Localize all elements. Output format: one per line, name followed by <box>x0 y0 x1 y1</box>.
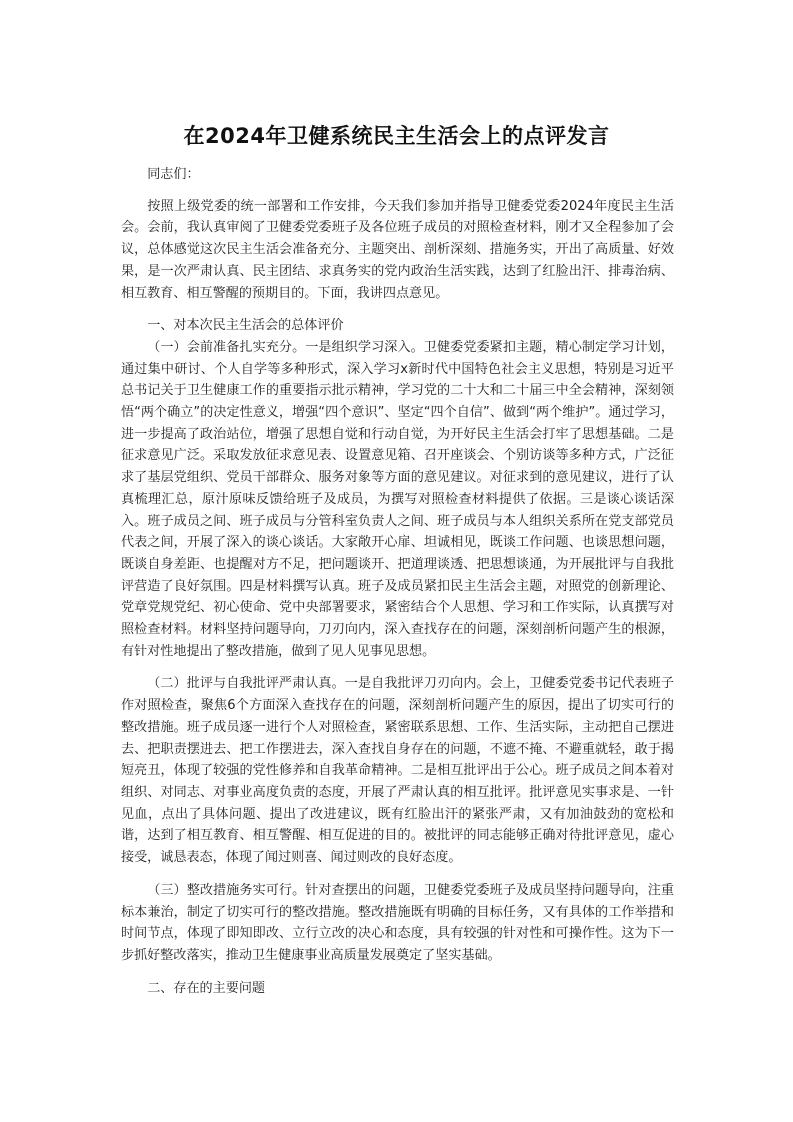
salutation: 同志们： <box>147 167 200 182</box>
document-body <box>121 164 674 999</box>
paragraph-rectification: （三）整改措施务实可行。针对查摆出的问题，卫健委党委班子及成员坚持问题导向，注重标本兼治，制定了切实可行的整改措施。整改措施既有明确的目标任务，又有具体的工作举措和时间节点，体现了即知即改、立行立改的决心和态度，具有较强的针对性和可操作性。这为下一步抓好整改落实，推动卫生健康事业高质量发展奠定了坚实基础。 <box>121 882 674 963</box>
section-heading-1: 一、对本次民主生活会的总体评价 <box>147 318 344 334</box>
document-title: 在2024年卫健系统民主生活会上的点评发言 <box>183 124 610 148</box>
paragraph-criticism: （二）批评与自我批评严肃认真。一是自我批评刀刃向内。会上，卫健委党委书记代表班子作对照检查，聚焦6个方面深入查找存在的问题，深刻剖析问题产生的原因，提出了切实可行的整改措施。班子成员逐一进行个人对照检查，紧密联系思想、工作、生活实际，主动把自己摆进去、把职责摆进去、把工作摆进去，深入查找自身存在的问题，不遮不掩、不避重就轻，敢于揭短亮丑，体现了较强的党性修养和自我革命精神。二是相互批评出于公心。班子成员之间本着对组织、对同志、对事业高度负责的态度，开展了严肃认真的相互批评。批评意见实事求是、一针见血，点出了具体问题、提出了改进建议，既有红脸出汗的紧张严肃，又有加油鼓劲的宽松和谐，达到了相互教育、相互警醒、相互促进的目的。被批评的同志能够正确对待批评意见，虚心接受，诚恳表态，体现了闻过则喜、闻过则改的良好态度。 <box>121 676 674 866</box>
section-heading-2: 二、存在的主要问题 <box>147 980 266 996</box>
paragraph-preparation: （一）会前准备扎实充分。一是组织学习深入。卫健委党委紧扣主题，精心制定学习计划，通过集中研讨、个人自学等多种形式，深入学习x新时代中国特色社会主义思想，特别是习近平总书记关于卫生健康工作的重要指示批示精神，学习党的二十大和二十届三中全会精神，深刻领悟“两个确立”的决定性意义，增强“四个意识”、坚定“四个自信”、做到“两个维护”。通过学习，进一步提高了政治站位，增强了思想自觉和行动自觉，为开好民主生活会打牢了思想基础。二是征求意见广泛。采取发放征求意见表、设置意见箱、召开座谈会、个别访谈等多种方式，广泛征求了基层党组织、党员干部群众、服务对象等方面的意见建议。对征求到的意见建议，进行了认真梳理汇总，原汁原味反馈给班子及成员，为撰写对照检查材料提供了依据。三是谈心谈话深入。班子成员之间、班子成员与分管科室负责人之间、班子成员与本人组织关系所在党支部党员代表之间，开展了深入的谈心谈话。大家敞开心扉、坦诚相见，既谈工作问题、也谈思想问题，既谈自身差距、也提醒对方不足，把问题谈开、把道理谈透、把思想谈通，为开展批评与自我批评营造了良好氛围。四是材料撰写认真。班子及成员紧扣民主生活会主题，对照党的创新理论、党章党规党纪、初心使命、党中央部署要求，紧密结合个人思想、学习和工作实际，认真撰写对照检查材料。材料坚持问题导向，刀刃向内，深入查找存在的问题，深刻剖析问题产生的根源，有针对性地提出了整改措施，做到了见人见事见思想。 <box>121 339 674 659</box>
intro-paragraph: 按照上级党委的统一部署和工作安排，今天我们参加并指导卫健委党委2024年度民主生活会。会前，我认真审阅了卫健委党委班子及各位班子成员的对照检查材料，刚才又全程参加了会议，总体感觉这次民主生活会准备充分、主题突出、剖析深刻、措施务实，开出了高质量、好效果，是一次严肃认真、民主团结、求真务实的党内政治生活实践，达到了红脸出汗、排毒治病、相互教育、相互警醒的预期目的。下面，我讲四点意见。 <box>121 198 674 301</box>
